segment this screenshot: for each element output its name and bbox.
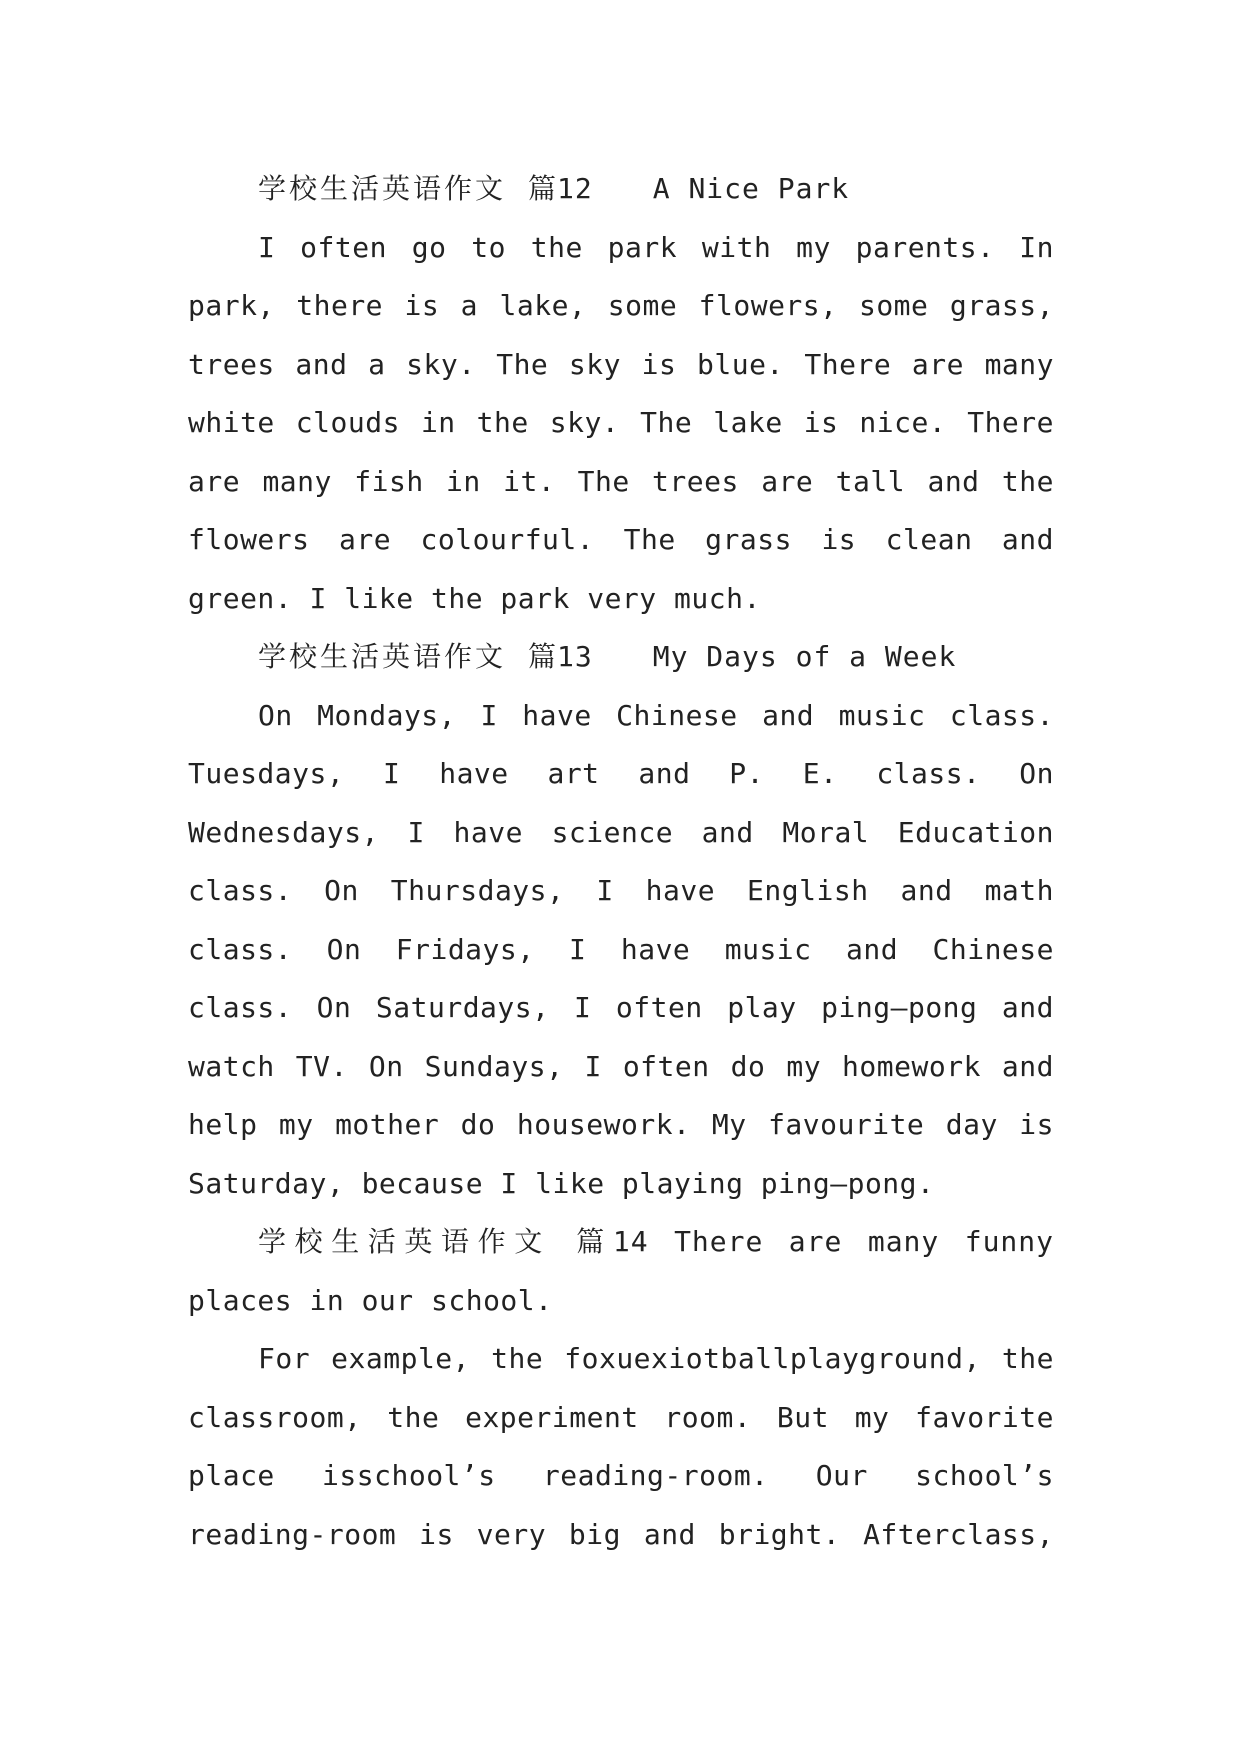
paragraph-line: class. On Fridays, I have music and Chinese bbox=[188, 932, 1054, 966]
paragraph-line: park, there is a lake, some flowers, some grass, bbox=[188, 289, 1054, 322]
heading-title: A Nice Park bbox=[652, 172, 850, 205]
heading-number: 篇13 bbox=[528, 640, 593, 673]
paragraph-line: reading-room is very big and bright. Afterclass, bbox=[188, 1517, 1054, 1551]
heading-chinese: 学校生活英语作文 bbox=[258, 640, 507, 673]
paragraph-line: Saturday, because I like playing ping—pong. bbox=[188, 1166, 935, 1200]
paragraph-line: For example, the foxuexiotballplayground, the bbox=[258, 1342, 1054, 1375]
paragraph-line: place isschool’s reading-room. Our school’s bbox=[188, 1459, 1054, 1492]
document-page bbox=[188, 160, 1054, 1564]
section-heading-14 bbox=[188, 1213, 1054, 1272]
paragraph-line: trees and a sky. The sky is blue. There are many bbox=[188, 347, 1054, 381]
paragraph-line: are many fish in it. The trees are tall and the bbox=[188, 464, 1054, 498]
paragraph-line: white clouds in the sky. The lake is nice. There bbox=[188, 406, 1054, 439]
heading-continuation: places in our school. bbox=[188, 1283, 553, 1317]
paragraph-line: watch TV. On Sundays, I often do my homework and bbox=[188, 1049, 1054, 1083]
paragraph-line: Tuesdays, I have art and P. E. class. On bbox=[188, 757, 1054, 790]
paragraph-line: I often go to the park with my parents. In bbox=[258, 230, 1054, 264]
paragraph-line: class. On Thursdays, I have English and math bbox=[188, 874, 1054, 907]
section-heading-13 bbox=[188, 628, 1054, 687]
paragraph-line: flowers are colourful. The grass is clean and bbox=[188, 523, 1054, 556]
paragraph-line: classroom, the experiment room. But my favorite bbox=[188, 1400, 1054, 1434]
section-heading-12 bbox=[188, 160, 1054, 219]
paragraph-line: Wednesdays, I have science and Moral Education bbox=[188, 815, 1054, 849]
heading-number: 篇12 bbox=[528, 172, 593, 205]
heading-title: There are many funny bbox=[674, 1225, 1054, 1258]
paragraph-line: On Mondays, I have Chinese and music class. bbox=[258, 698, 1054, 732]
heading-number: 篇14 bbox=[576, 1225, 649, 1258]
paragraph-line: help my mother do housework. My favourite day is bbox=[188, 1108, 1054, 1141]
heading-chinese: 学校生活英语作文 bbox=[258, 1225, 551, 1258]
heading-chinese: 学校生活英语作文 bbox=[258, 172, 507, 205]
heading-title: My Days of a Week bbox=[652, 640, 957, 673]
paragraph-line: green. I like the park very much. bbox=[188, 581, 761, 615]
paragraph-line: class. On Saturdays, I often play ping—pong and bbox=[188, 991, 1054, 1024]
